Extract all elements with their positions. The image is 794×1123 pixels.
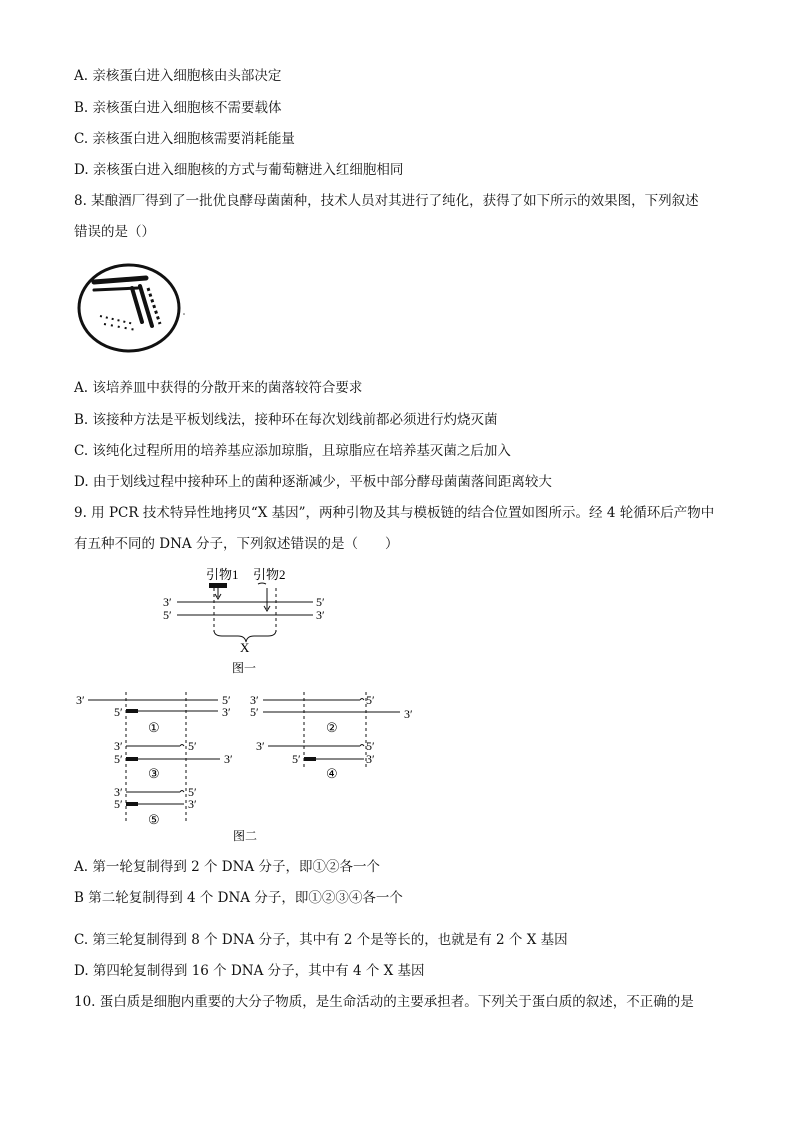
q9-option-b: B 第二轮复制得到 4 个 DNA 分子，即①②③④各一个 — [74, 890, 403, 906]
label-4: ④ — [326, 766, 338, 781]
x-gene-label: X — [240, 640, 250, 655]
svg-text:3′: 3′ — [188, 797, 197, 811]
primer1-label: 引物1 — [206, 567, 239, 582]
streak-1 — [94, 278, 146, 282]
svg-text:5′: 5′ — [188, 739, 197, 753]
svg-text:5′: 5′ — [316, 595, 325, 609]
label-5: ⑤ — [148, 812, 160, 827]
svg-text:5′: 5′ — [292, 752, 301, 766]
q8-option-c: C. 该纯化过程所用的培养基应添加琼脂，且琼脂应在培养基灭菌之后加入 — [74, 443, 511, 459]
primer2-mark — [258, 583, 266, 584]
svg-text:5′: 5′ — [366, 693, 375, 707]
svg-text:3′: 3′ — [316, 608, 325, 622]
figure2-caption: 图二 — [233, 829, 258, 843]
q9-option-c: C. 第三轮复制得到 8 个 DNA 分子，其中有 2 个是等长的，也就是有 2 个 X 基因 — [74, 932, 568, 948]
svg-text:3′: 3′ — [224, 752, 233, 766]
q7-option-a: A. 亲核蛋白进入细胞核由头部决定 — [74, 68, 282, 84]
q8-option-a: A. 该培养皿中获得的分散开来的菌落较符合要求 — [74, 380, 363, 396]
svg-text:3′: 3′ — [222, 705, 231, 719]
svg-text:3′: 3′ — [366, 752, 375, 766]
label-3: ③ — [148, 766, 160, 781]
stray-colony — [183, 313, 185, 315]
svg-text:5′: 5′ — [163, 608, 172, 622]
primer2-label: 引物2 — [253, 567, 286, 582]
q10-stem-line1: 10. 蛋白质是细胞内重要的大分子物质，是生命活动的主要承担者。下列关于蛋白质的叙述，不正确的是 — [74, 994, 694, 1010]
q8-stem-line1: 8. 某酿酒厂得到了一批优良酵母菌菌种，技术人员对其进行了纯化，获得了如下所示的效果图，下列叙述 — [74, 193, 699, 209]
q7-option-d: D. 亲核蛋白进入细胞核的方式与葡萄糖进入红细胞相同 — [74, 162, 404, 178]
q8-option-d: D. 由于划线过程中接种环上的菌种逐渐减少，平板中部分酵母菌菌落间距离较大 — [74, 474, 552, 490]
svg-text:5′: 5′ — [188, 785, 197, 799]
primer1-bar — [209, 583, 227, 588]
label-2: ② — [326, 720, 338, 735]
q7-option-c: C. 亲核蛋白进入细胞核需要消耗能量 — [74, 131, 295, 147]
q9-option-a: A. 第一轮复制得到 2 个 DNA 分子，即①②各一个 — [74, 859, 380, 875]
q8-stem-line2: 错误的是（） — [74, 224, 155, 240]
svg-text:5′: 5′ — [114, 752, 123, 766]
svg-text:3′: 3′ — [76, 693, 85, 707]
q9-stem-line1: 9. 用 PCR 技术特异性地拷贝“X 基因”，两种引物及其与模板链的结合位置如图所示。经 4 轮循环后产物中 — [74, 505, 715, 521]
pcr-figure-1 — [150, 562, 350, 682]
figure1-caption: 图一 — [232, 661, 257, 675]
svg-text:5′: 5′ — [114, 797, 123, 811]
svg-text:3′: 3′ — [114, 739, 123, 753]
petri-dish-figure — [74, 258, 204, 358]
q7-option-b: B. 亲核蛋白进入细胞核不需要载体 — [74, 100, 282, 116]
q9-stem-line2: 有五种不同的 DNA 分子，下列叙述错误的是（ ） — [74, 536, 399, 552]
streak-6 — [104, 324, 136, 330]
pcr-figure-2 — [70, 688, 430, 848]
svg-text:5′: 5′ — [114, 705, 123, 719]
svg-text:3′: 3′ — [114, 785, 123, 799]
label-1: ① — [148, 720, 160, 735]
q8-option-b: B. 该接种方法是平板划线法，接种环在每次划线前都必须进行灼烧灭菌 — [74, 412, 498, 428]
svg-text:3′: 3′ — [163, 595, 172, 609]
svg-text:5′: 5′ — [222, 693, 231, 707]
svg-text:3′: 3′ — [404, 707, 413, 721]
svg-text:5′: 5′ — [250, 705, 259, 719]
svg-text:5′: 5′ — [366, 739, 375, 753]
streak-5 — [100, 316, 134, 324]
q9-option-d: D. 第四轮复制得到 16 个 DNA 分子，其中有 4 个 X 基因 — [74, 963, 425, 979]
svg-text:3′: 3′ — [250, 693, 259, 707]
svg-text:3′: 3′ — [256, 739, 265, 753]
